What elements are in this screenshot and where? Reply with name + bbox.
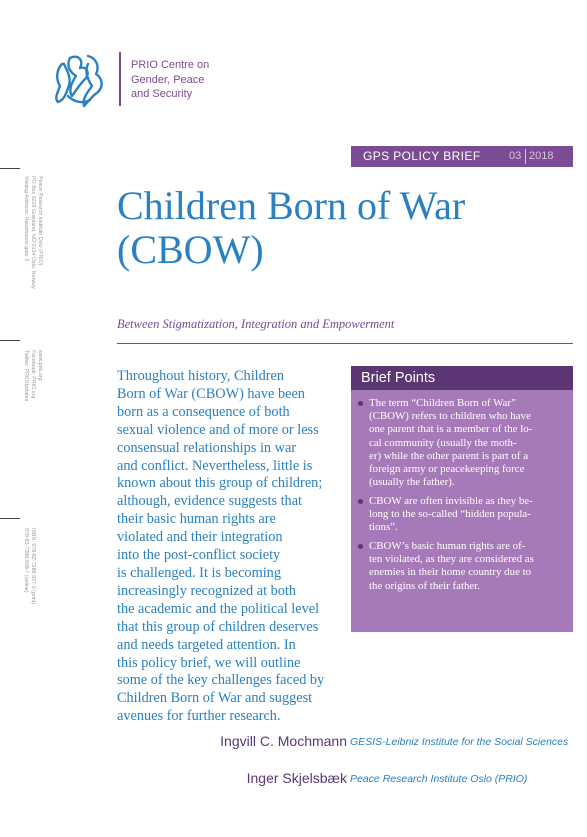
brief-point-line: enemies in their home country due to xyxy=(369,566,532,579)
banner-separator xyxy=(525,149,526,164)
sidebar-isbn xyxy=(22,528,44,648)
sidebar-web-line: www.prio.org xyxy=(37,350,43,381)
author-affiliation: Peace Research Institute Oslo (PRIO) xyxy=(350,773,528,785)
abstract-line: Children Born of War and suggest xyxy=(117,690,313,707)
sidebar-address-line: Visiting Address: Hausmanns gate 3 xyxy=(23,176,29,261)
abstract-line: and conflict. Nevertheless, little is xyxy=(117,457,313,474)
abstract-line: that this group of children deserves xyxy=(117,618,319,635)
title-line: (CBOW) xyxy=(117,227,264,272)
brief-point-line: cal community (usually the moth- xyxy=(369,436,517,449)
abstract-paragraph xyxy=(117,368,347,726)
bullet-icon xyxy=(358,499,363,504)
brief-point-line: (CBOW) refers to children who have xyxy=(369,410,531,423)
abstract-line: born as a consequence of both xyxy=(117,403,290,420)
abstract-line: into the post-conflict society xyxy=(117,547,281,564)
sidebar-address-line: PO Box 9229 Grønland, NO-0134 Oslo, Norway xyxy=(30,176,36,289)
abstract-line: and needs targeted attention. In xyxy=(117,636,296,653)
brief-points-list xyxy=(369,397,567,598)
brief-point-line: er) while the other parent is part of a xyxy=(369,449,529,462)
sidebar-divider xyxy=(0,518,20,519)
brief-points-header xyxy=(351,366,573,390)
abstract-line: sexual violence and of more or less xyxy=(117,421,319,438)
title-line: Children Born of War xyxy=(117,183,466,228)
subtitle-rule xyxy=(117,343,573,344)
org-line: PRIO Centre on xyxy=(131,59,210,71)
abstract-line: increasingly recognized at both xyxy=(117,582,297,599)
abstract-line: Born of War (CBOW) have been xyxy=(117,385,305,402)
author-name: Inger Skjelsbæk xyxy=(246,770,347,786)
abstract-line: known about this group of children; xyxy=(117,475,323,492)
brief-point-item xyxy=(369,495,567,535)
sidebar-web-line: Twitter: PRIOUpdates xyxy=(23,350,29,402)
bullet-icon xyxy=(358,544,363,549)
document-title xyxy=(117,184,465,272)
brief-point-line: (usually the father). xyxy=(369,476,455,489)
brief-points-box xyxy=(351,366,573,632)
brief-point-line: one parent that is a member of the lo- xyxy=(369,423,533,436)
abstract-line: the academic and the political level xyxy=(117,600,320,617)
brief-point-line: the origins of their father. xyxy=(369,579,480,592)
sidebar-isbn-line: ISBN: 978-82-7288-937-0 (print) xyxy=(30,528,36,604)
org-line: Gender, Peace xyxy=(131,73,205,86)
bullet-icon xyxy=(358,401,363,406)
abstract-line: violated and their integration xyxy=(117,529,283,546)
brief-point-line: ten violated, as they are considered as xyxy=(369,553,534,566)
banner-year: 2018 xyxy=(529,150,554,162)
author-affiliation: GESIS-Leibniz Institute for the Social Sciences xyxy=(350,736,569,748)
sidebar-address-line: Peace Research Institute Oslo (PRIO) xyxy=(37,176,43,266)
brief-point-item xyxy=(369,540,567,593)
author-name: Ingvill C. Mochmann xyxy=(220,733,347,749)
brief-point-item xyxy=(369,397,567,489)
sidebar-address xyxy=(22,176,44,296)
banner-number: 03 xyxy=(509,150,522,162)
organization-name xyxy=(131,58,209,102)
abstract-line: although, evidence suggests that xyxy=(117,493,303,510)
brief-point-line: CBOW are often invisible as they be- xyxy=(369,494,533,507)
sidebar-divider xyxy=(0,340,20,341)
org-line: and Security xyxy=(131,88,193,100)
banner-label: GPS POLICY BRIEF xyxy=(363,149,481,163)
policy-brief-banner xyxy=(351,146,573,167)
brief-point-line: CBOW’s basic human rights are of- xyxy=(369,540,526,553)
brief-point-line: tions”. xyxy=(369,521,398,534)
abstract-line: their basic human rights are xyxy=(117,511,276,528)
abstract-line: this policy brief, we will outline xyxy=(117,654,301,671)
prio-gps-logo-icon xyxy=(50,50,110,110)
abstract-line: avenues for further research. xyxy=(117,708,281,725)
sidebar-web xyxy=(22,350,44,470)
brief-points-title: Brief Points xyxy=(361,370,436,386)
brief-point-line: foreign army or peacekeeping force xyxy=(369,463,525,476)
sidebar-web-line: Facebook: PRIO.org xyxy=(30,350,36,399)
abstract-line: Throughout history, Children xyxy=(117,368,285,384)
document-subtitle: Between Stigmatization, Integration and Empowerment xyxy=(117,317,395,331)
abstract-line: is challenged. It is becoming xyxy=(117,564,281,581)
sidebar-isbn-line: 978-82-7288-938-7 (online) xyxy=(23,528,29,593)
brief-point-line: The term “Children Born of War” xyxy=(369,397,516,409)
logo-divider xyxy=(119,52,121,106)
brief-point-line: long to the so-called “hidden popula- xyxy=(369,508,531,521)
sidebar-divider xyxy=(0,168,20,169)
abstract-line: consensual relationships in war xyxy=(117,439,297,456)
abstract-line: some of the key challenges faced by xyxy=(117,672,325,689)
